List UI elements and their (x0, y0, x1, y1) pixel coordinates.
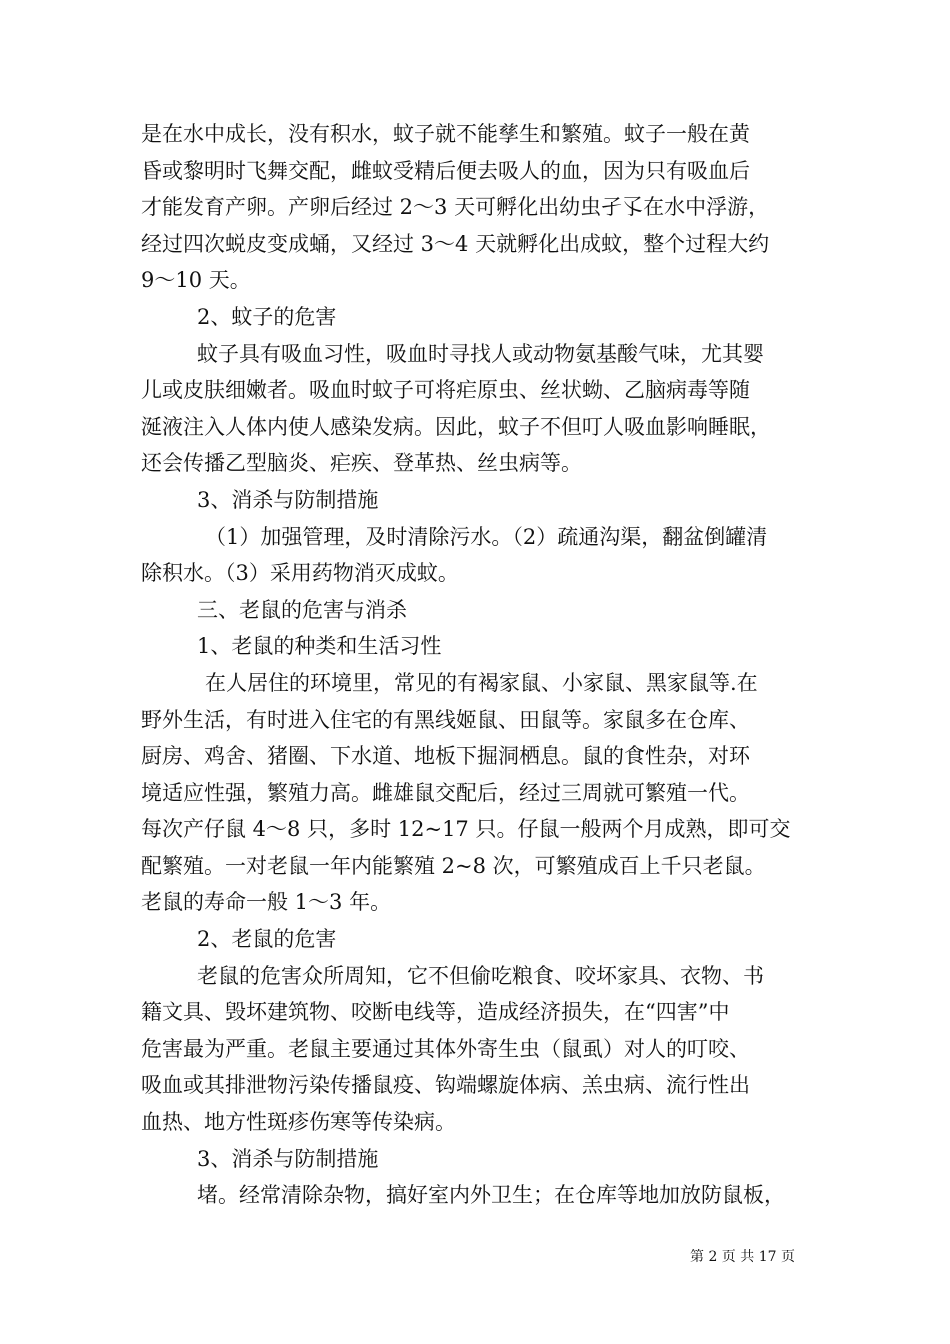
section-heading: 2、老鼠的危害 (197, 927, 337, 952)
section-heading: 3、消杀与防制措施 (197, 487, 379, 512)
text-line: 老鼠的危害众所周知，它不但偷吃粮食、咬坏家具、衣物、书 (197, 963, 764, 988)
document-body (141, 116, 813, 1214)
text-line: 昏或黎明时飞舞交配，雌蚊受精后便去吸人的血，因为只有吸血后 (141, 158, 750, 183)
text-line: 吸血或其排泄物污染传播鼠疫、钩端螺旋体病、羔虫病、流行性出 (141, 1073, 750, 1098)
section-heading: 三、老鼠的危害与消杀 (197, 597, 407, 622)
text-line: 儿或皮肤细嫩者。吸血时蚊子可将疟原虫、丝状蚴、乙脑病毒等随 (141, 378, 750, 403)
text-line: 是在水中成长，没有积水，蚊子就不能孳生和繁殖。蚊子一般在黄 (141, 122, 750, 146)
text-line: 野外生活，有时进入住宅的有黑线姬鼠、田鼠等。家鼠多在仓库、 (141, 707, 750, 732)
section-heading: 1、老鼠的种类和生活习性 (197, 634, 442, 659)
text-line: 堵。经常清除杂物，搞好室内外卫生；在仓库等地加放防鼠板， (197, 1183, 785, 1208)
text-line: 每次产仔鼠 4～8 只，多时 12~17 只。仔鼠一般两个月成熟，即可交 (141, 817, 791, 842)
text-line: 蚊子具有吸血习性，吸血时寻找人或动物氨基酸气味，尤其婴 (197, 341, 764, 366)
text-line: （1）加强管理，及时清除污水。（2）疏通沟渠，翻盆倒罐清 (205, 524, 768, 549)
text-line: 配繁殖。一对老鼠一年内能繁殖 2~8 次，可繁殖成百上千只老鼠。 (141, 853, 766, 878)
text-line: 厨房、鸡舍、猪圈、下水道、地板下掘洞栖息。鼠的食性杂，对环 (141, 744, 750, 769)
section-heading: 2、蚊子的危害 (197, 304, 337, 329)
text-line: 9～10 天。 (141, 268, 251, 293)
text-line: 涎液注入人体内使人感染发病。因此，蚊子不但叮人吸血影响睡眠， (141, 414, 771, 439)
text-line: 除积水。（3）采用药物消灭成蚊。 (141, 561, 459, 586)
text-line: 在人居住的环境里，常见的有褐家鼠、小家鼠、黑家鼠等.在 (205, 670, 758, 695)
text-line: 血热、地方性斑疹伤寒等传染病。 (141, 1110, 456, 1135)
text-line: 危害最为严重。老鼠主要通过其体外寄生虫（鼠虱）对人的叮咬、 (141, 1036, 750, 1061)
section-heading: 3、消杀与防制措施 (197, 1146, 379, 1171)
page-number: 第 2 页 共 17 页 (690, 1249, 795, 1265)
text-line: 境适应性强，繁殖力高。雌雄鼠交配后，经过三周就可繁殖一代。 (141, 780, 750, 805)
text-line: 籍文具、毁坏建筑物、咬断电线等，造成经济损失，在“四害”中 (141, 1000, 730, 1025)
text-line: 才能发育产卵。产卵后经过 2～3 天可孵化出幼虫孑孓在水中浮游， (141, 195, 770, 220)
text-line: 经过四次蜕皮变成蛹，又经过 3～4 天就孵化出成蚊，整个过程大约 (141, 231, 770, 256)
text-line: 还会传播乙型脑炎、疟疾、登革热、丝虫病等。 (141, 451, 582, 476)
text-line: 老鼠的寿命一般 1～3 年。 (141, 890, 392, 915)
